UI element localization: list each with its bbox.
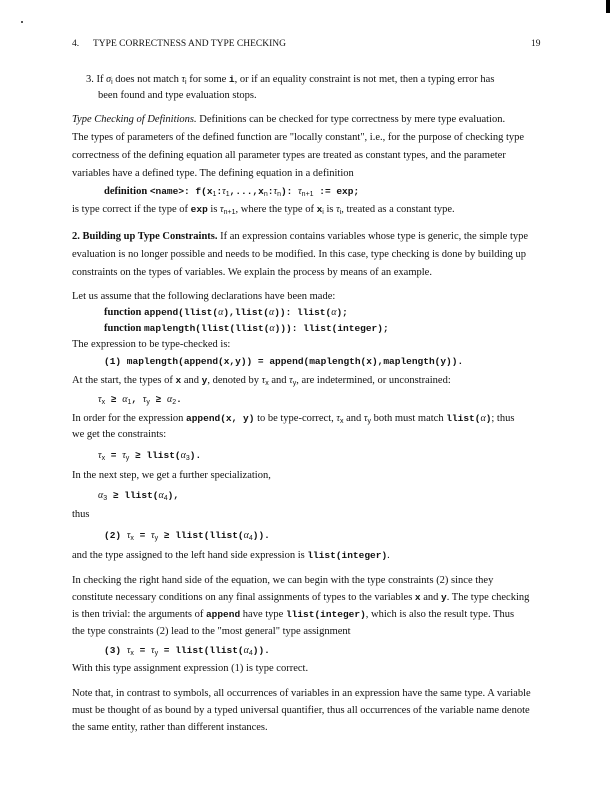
code-run: ≥ llist(llist( (158, 530, 244, 541)
greek-symbol: α (268, 307, 275, 318)
text-line (72, 469, 271, 482)
subscript: x (265, 380, 269, 387)
code-run: x (175, 375, 182, 386)
text-line (72, 704, 530, 717)
text-run: If an expression contains variables whose type is generic, the simple type (217, 231, 529, 242)
code-run: ≥ llist( (129, 450, 181, 461)
greek-symbol: α (158, 490, 164, 501)
code-run: append (205, 609, 241, 620)
code-run: <name>: f(x (149, 186, 213, 197)
text-run: and (181, 375, 202, 386)
text-run: , denoted by (207, 375, 262, 386)
text-line (98, 489, 179, 502)
code-run: ) (485, 413, 492, 424)
greek-symbol: τ (298, 186, 302, 197)
greek-symbol: τ (142, 394, 147, 405)
code-run: = llist(llist( (158, 645, 244, 656)
code-run: = (105, 450, 123, 461)
text-run: With this type assignment expression (1) is type correct. (72, 663, 309, 674)
scan-dot (21, 21, 23, 23)
text-line (72, 230, 528, 243)
code-run: exp (190, 204, 208, 215)
code-run: )). (252, 645, 270, 656)
text-run: and (420, 592, 442, 603)
bold-run: function (104, 307, 144, 318)
text-run: 3. If (86, 74, 107, 85)
greek-symbol: α (180, 450, 186, 461)
text-run: , where the type of (235, 204, 317, 215)
subscript: n+1 (223, 209, 236, 216)
greek-symbol: τ (363, 413, 368, 424)
subscript: i (111, 79, 113, 86)
text-line (104, 644, 270, 657)
text-run: In checking the right hand side of the equation, we can begin with the type constraints (2) since they (72, 575, 494, 586)
text-line (72, 687, 531, 700)
text-run: constitute necessary conditions on any final assignments of types to the variables (72, 592, 415, 603)
greek-symbol: τ (289, 375, 293, 386)
subscript: 3 (103, 495, 108, 502)
text-line (72, 721, 268, 734)
text-run: The expression to be type-checked is: (72, 339, 231, 350)
subscript: 1 (225, 191, 230, 198)
subscript: x (130, 535, 134, 542)
subscript: x (101, 455, 106, 462)
code-run: llist( (446, 413, 481, 424)
text-line (72, 266, 432, 279)
code-run: append(x, y) (186, 413, 255, 424)
text-run: is type correct if the type of (72, 204, 191, 215)
text-run: Note that, in contrast to symbols, all occurrences of variables in an expression have the same type. A variable (72, 688, 531, 699)
greek-symbol: τ (336, 413, 340, 424)
text-run: , are indetermined, or unconstrained: (296, 375, 451, 386)
greek-symbol: α (331, 307, 337, 318)
text-run: correctness of the defining equation all parameter types are treated as constant types, and the parameter (72, 150, 506, 161)
greek-symbol: τ (98, 450, 102, 461)
text-run: thus (72, 509, 90, 520)
text-run: evaluation is no longer possible and needs to be modified. In this case, type checking is done by building up (72, 249, 527, 260)
code-run: x (414, 592, 421, 603)
text-run: is (323, 204, 337, 215)
subscript: 1 (212, 191, 217, 198)
code-run: llist(integer) (307, 550, 388, 561)
text-line (72, 149, 506, 162)
code-run: ): (280, 186, 299, 197)
code-run: = (133, 530, 152, 541)
greek-symbol: σ (106, 74, 112, 85)
subscript: 4 (163, 495, 168, 502)
bold-run: definition (104, 186, 150, 197)
greek-symbol: τ (222, 186, 226, 197)
code-run: : (267, 186, 274, 197)
greek-symbol: τ (151, 645, 155, 656)
code-run: . (176, 394, 182, 405)
code-run: )): llist( (274, 307, 332, 318)
text-run: both must match (370, 413, 447, 424)
text-run: have type (240, 609, 286, 620)
text-run: and (343, 413, 364, 424)
greek-symbol: τ (151, 530, 155, 541)
greek-symbol: α (243, 645, 249, 656)
text-line (72, 428, 166, 441)
code-run: := exp; (313, 186, 360, 197)
scan-edge-mark (606, 0, 610, 13)
text-line (72, 591, 529, 604)
greek-symbol: α (243, 530, 249, 541)
code-run: (1) maplength(append(x,y)) = append(maplength(x),maplength(y)). (104, 356, 464, 367)
code-run: ,...,x (229, 186, 264, 197)
text-run: been found and type evaluation stops. (98, 90, 257, 101)
code-run: ≥ (105, 394, 123, 405)
greek-symbol: α (218, 307, 224, 318)
subscript: n+1 (301, 191, 314, 198)
code-run: ))): llist(integer); (274, 323, 389, 334)
code-run: : (216, 186, 223, 197)
text-line (72, 113, 505, 126)
text-run: Definitions can be checked for type correctness by mere type evaluation. (196, 114, 506, 125)
greek-symbol: α (98, 490, 104, 501)
text-line (72, 203, 455, 216)
text-line (72, 374, 451, 387)
text-line (72, 508, 90, 521)
code-run: append(llist( (143, 307, 219, 318)
subscript: i (322, 209, 324, 216)
text-run: . (387, 550, 390, 561)
greek-symbol: α (166, 394, 173, 405)
text-run: ; thus (491, 413, 515, 424)
subscript: x (130, 650, 134, 657)
code-run: = (133, 645, 152, 656)
text-run: the same entity, rather than different instances. (72, 722, 268, 733)
text-line (72, 574, 493, 587)
greek-symbol: τ (122, 450, 126, 461)
text-run: and the type assigned to the left hand side expression is (72, 550, 308, 561)
code-run: ≥ llist( (107, 490, 159, 501)
text-run: is then trivial: the arguments of (72, 609, 206, 620)
code-run: y (201, 375, 208, 386)
subscript: y (146, 399, 150, 406)
text-line (104, 185, 359, 198)
text-line (104, 355, 463, 368)
greek-symbol: α (269, 323, 275, 334)
subscript: y (154, 535, 159, 542)
greek-symbol: τ (273, 186, 278, 197)
subscript: x (101, 399, 106, 406)
bold-run: 2. Building up Type Constraints. (72, 231, 218, 242)
text-run: . The type checking (446, 592, 530, 603)
subscript: 1 (127, 399, 132, 406)
code-run: (3) (104, 645, 127, 656)
text-line (72, 608, 514, 621)
greek-symbol: τ (261, 375, 266, 386)
subscript: n (277, 191, 281, 198)
text-run: , or if an equality constraint is not met, then a typing error has (234, 74, 495, 85)
text-line (72, 625, 351, 638)
page-number: 19 (531, 39, 541, 49)
text-line (72, 131, 524, 144)
subscript: i (339, 209, 342, 216)
code-run: ). (189, 450, 202, 461)
text-run: and (268, 375, 290, 386)
text-line (98, 393, 182, 406)
subscript: 4 (248, 650, 253, 657)
code-run: (2) (104, 530, 127, 541)
greek-symbol: τ (98, 394, 102, 405)
text-line (98, 449, 201, 462)
code-run: llist(integer) (285, 609, 366, 620)
text-line (86, 73, 494, 86)
text-line (72, 662, 308, 675)
text-run: the type constraints (2) lead to the "most general" type assignment (72, 626, 351, 637)
greek-symbol: τ (126, 645, 131, 656)
text-run: Let us assume that the following declarations have been made: (72, 291, 336, 302)
text-run: In the next step, we get a further specialization, (72, 470, 271, 481)
code-run: )). (252, 530, 270, 541)
text-run: , which is also the result type. Thus (365, 609, 515, 620)
code-run: y (441, 592, 447, 603)
text-run: is (207, 204, 221, 215)
subscript: y (154, 650, 159, 657)
text-line (72, 549, 390, 562)
code-run: maplength(llist(llist( (143, 323, 270, 334)
code-run: , (131, 394, 143, 405)
code-run: ), (167, 490, 180, 501)
greek-symbol: α (480, 413, 486, 424)
greek-symbol: τ (181, 74, 186, 85)
subscript: y (367, 418, 371, 425)
text-run: does not match (112, 74, 182, 85)
text-line (104, 322, 389, 335)
text-line (104, 529, 270, 542)
text-run: , treated as a constant type. (341, 204, 455, 215)
text-run: constraints on the types of variables. We explain the process by means of an example. (72, 267, 432, 278)
text-line (72, 412, 514, 425)
code-run: ); (336, 307, 348, 318)
text-run: The types of parameters of the defined function are "locally constant", i.e., for the purpose of checking type (72, 132, 525, 143)
section-number: 4. (72, 39, 80, 49)
text-line (104, 306, 348, 319)
subscript: 4 (248, 535, 253, 542)
subscript: 3 (185, 455, 190, 462)
greek-symbol: τ (126, 530, 131, 541)
subscript: y (125, 455, 130, 462)
text-run: to be type-correct, (254, 413, 337, 424)
text-line (72, 167, 354, 180)
text-run: must be thought of as bound by a typed universal quantifier, thus all occurrences of the variable name denote (72, 705, 530, 716)
subscript: i (185, 79, 187, 86)
italic-run: Type Checking of Definitions. (72, 114, 197, 125)
subscript: x (339, 418, 344, 425)
greek-symbol: τ (220, 204, 224, 215)
code-run: x (316, 204, 323, 215)
bold-run: function (104, 323, 144, 334)
code-run: ≥ (149, 394, 167, 405)
code-run: ),llist( (223, 307, 269, 318)
text-run: In order for the expression (72, 413, 187, 424)
greek-symbol: α (122, 394, 128, 405)
text-line (72, 338, 230, 351)
greek-symbol: τ (336, 204, 340, 215)
subscript: y (292, 380, 297, 387)
subscript: 2 (172, 399, 177, 406)
text-line (98, 89, 257, 102)
text-line (72, 248, 526, 261)
text-run: variables have a defined type. The defining equation in a definition (72, 168, 354, 179)
text-run: At the start, the types of (72, 375, 176, 386)
code-run: i (228, 74, 235, 85)
text-line (72, 290, 335, 303)
subscript: n (263, 191, 268, 198)
text-run: we get the constraints: (72, 429, 167, 440)
text-run: for some (186, 74, 229, 85)
section-title: TYPE CORRECTNESS AND TYPE CHECKING (93, 39, 287, 49)
